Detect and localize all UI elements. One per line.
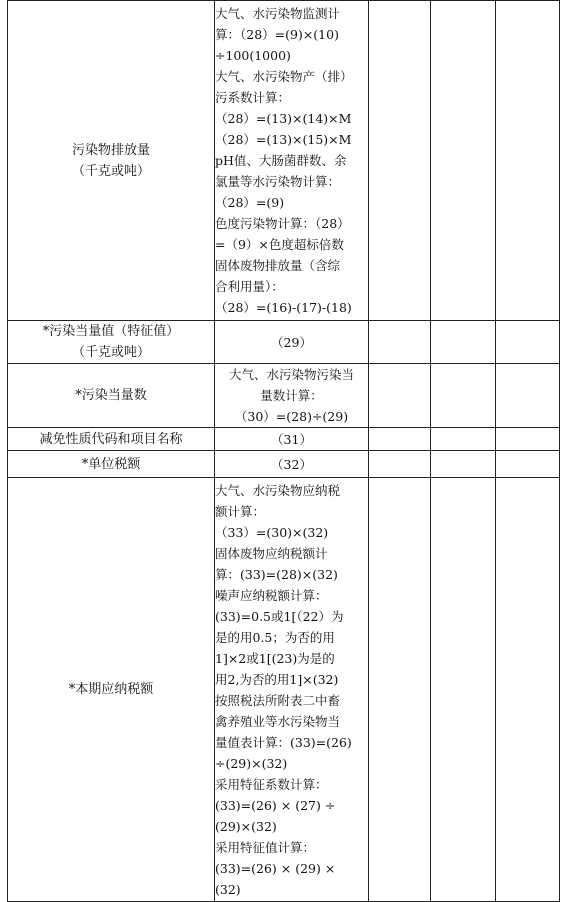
formula-line: ÷(29)×(32): [215, 755, 288, 771]
row-label-cell: [8, 478, 215, 902]
table-row: [8, 451, 560, 478]
formula-line: （30）=(28)÷(29): [234, 409, 349, 424]
formula-line: 污系数计算：: [215, 90, 291, 105]
formula-line: 采用特征系数计算：: [215, 776, 328, 792]
formula-line: （28）=(9): [215, 195, 285, 210]
row-label-line: *污染当量值（特征值）: [42, 324, 180, 339]
formula-line: 按照税法所附表二中畜: [215, 692, 341, 708]
formula-line: (33)=(26) × (27) ÷: [215, 797, 336, 813]
row-label-cell: [8, 364, 215, 428]
value-cell[interactable]: [496, 364, 560, 428]
value-cell[interactable]: [369, 428, 431, 451]
formula-line: 色度污染物计算：（28）: [215, 216, 350, 231]
formula-line: (33)=0.5或1[（22）为: [215, 608, 344, 624]
formula-line: 是的用0.5；为否的用: [215, 629, 335, 645]
value-cell[interactable]: [431, 364, 496, 428]
value-cell[interactable]: [431, 478, 496, 902]
formula-line: 大气、水污染物污染当: [228, 367, 354, 382]
table-row: [8, 1, 560, 321]
formula-line: 氯量等水污染物计算：: [215, 174, 341, 189]
value-cell[interactable]: [496, 1, 560, 321]
row-label-line: *污染当量数: [75, 388, 147, 403]
formula-line: 噪声应纳税额计算：: [215, 587, 328, 603]
formula-line: 固体废物应纳税额计: [215, 545, 328, 561]
formula-line: 大气、水污染物应纳税: [215, 482, 341, 498]
value-cell[interactable]: [369, 364, 431, 428]
value-cell[interactable]: [369, 321, 431, 364]
row-label-cell: [8, 428, 215, 451]
row-label-cell: [8, 1, 215, 321]
row-label-line: 减免性质代码和项目名称: [39, 431, 183, 447]
value-cell[interactable]: [431, 451, 496, 478]
formula-line: 算：（28）=(9)×(10): [215, 27, 339, 42]
formula-cell: [215, 321, 369, 364]
formula-line: 算：(33)=(28)×(32): [215, 566, 338, 582]
table-row: [8, 364, 560, 428]
formula-line: （28）=(13)×(14)×M: [215, 111, 352, 126]
value-cell[interactable]: [496, 478, 560, 902]
formula-line: (32): [215, 881, 241, 897]
formula-line: 禽养殖业等水污染物当: [215, 713, 341, 729]
formula-line: ÷100(1000): [215, 48, 291, 63]
formula-line: 合利用量）：: [215, 279, 284, 294]
row-label-line: *本期应纳税额: [68, 682, 154, 697]
table-row: [8, 321, 560, 364]
value-cell[interactable]: [496, 321, 560, 364]
row-label-line: （千克或吨）: [71, 345, 150, 360]
formula-line: （33）=(30)×(32): [215, 524, 329, 540]
formula-line: 额计算：: [215, 503, 266, 519]
value-cell[interactable]: [369, 451, 431, 478]
formula-line: (29)×(32): [215, 818, 277, 834]
row-label-cell: [8, 321, 215, 364]
value-cell[interactable]: [431, 428, 496, 451]
formula-line: （29）: [271, 334, 312, 350]
formula-line: 1]×2或1[(23)为是的: [215, 650, 335, 666]
formula-line: 用2,为否的用1]×(32): [215, 671, 339, 687]
formula-line: （28）=(13)×(15)×M: [215, 132, 352, 147]
tax-calculation-table: [7, 0, 560, 902]
formula-line: （31）: [271, 431, 312, 447]
formula-line: 量值表计算：(33)=(26): [215, 734, 352, 750]
formula-line: 采用特征值计算：: [215, 839, 316, 855]
formula-cell: [215, 451, 369, 478]
value-cell[interactable]: [496, 451, 560, 478]
row-label-line: （千克或吨）: [71, 163, 150, 179]
formula-cell: [215, 428, 369, 451]
formula-line: 固体废物排放量（含综: [215, 258, 341, 273]
value-cell[interactable]: [431, 1, 496, 321]
value-cell[interactable]: [369, 1, 431, 321]
formula-line: (33)=(26) × (29) ×: [215, 860, 336, 876]
value-cell[interactable]: [431, 321, 496, 364]
formula-line: （32）: [271, 456, 312, 472]
table-body: [8, 1, 560, 902]
formula-line: 量数计算：: [260, 388, 323, 403]
formula-line: =（9）×色度超标倍数: [215, 237, 344, 252]
table-row: [8, 478, 560, 902]
formula-line: 大气、水污染物监测计: [215, 6, 341, 21]
row-label-cell: [8, 451, 215, 478]
formula-cell: [215, 478, 369, 902]
row-label-line: 污染物排放量: [71, 142, 150, 158]
formula-cell: [215, 1, 369, 321]
formula-line: （28）=(16)-(17)-(18): [215, 300, 352, 315]
formula-line: 大气、水污染物产（排）: [215, 69, 353, 84]
value-cell[interactable]: [496, 428, 560, 451]
formula-line: pH值、大肠菌群数、余: [215, 153, 347, 168]
formula-cell: [215, 364, 369, 428]
value-cell[interactable]: [369, 478, 431, 902]
table-row: [8, 428, 560, 451]
row-label-line: *单位税额: [81, 456, 141, 472]
